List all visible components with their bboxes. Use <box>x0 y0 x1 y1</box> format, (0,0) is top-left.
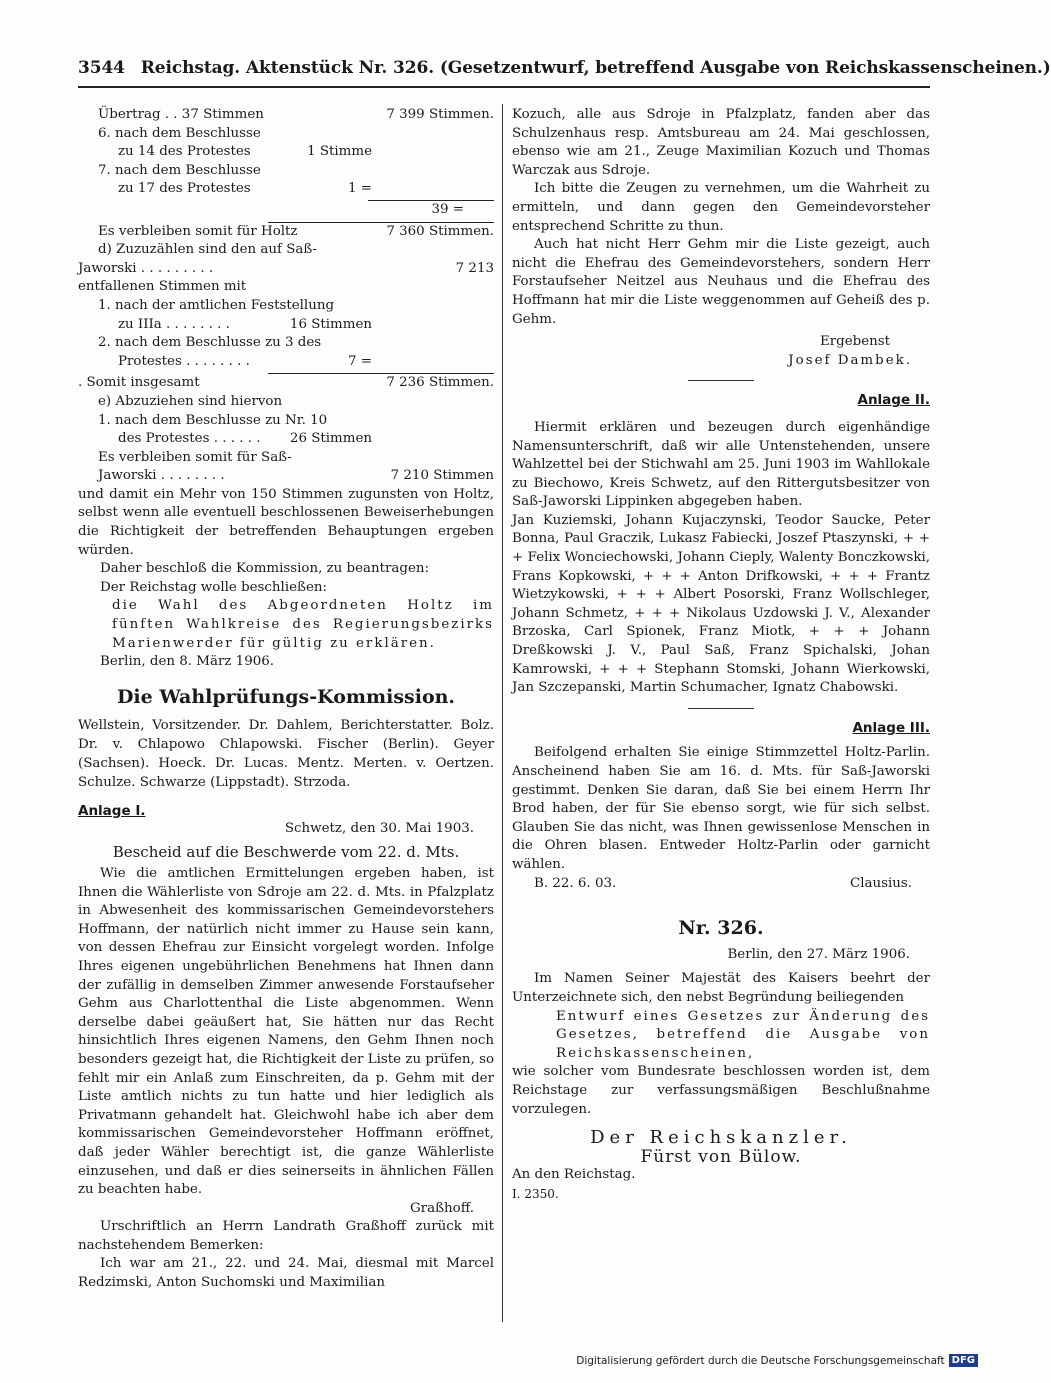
tally-value: 7 213 <box>455 260 494 276</box>
reference-number: I. 2350. <box>512 1186 559 1201</box>
ergebenst: Ergebenst <box>819 334 890 350</box>
continuation-text-1: Kozuch, alle aus Sdroje in Pfalzplatz, fanden aber das Schulzenhaus resp. Amtsbureau am 24. Mai geschlossen, ebenso wie am 21., Zeuge Maximilian Kozuch und Thomas Warczak aus Sdroje. <box>512 107 930 178</box>
tally-row <box>78 467 494 486</box>
separator <box>688 380 754 381</box>
anlage-1-place-date: Schwetz, den 30. Mai 1903. <box>284 821 474 837</box>
tally-row <box>78 412 494 431</box>
commission-members: Wellstein, Vorsitzender. Dr. Dahlem, Berichterstatter. Bolz. Dr. v. Chlapowo Chlapowski. Fischer (Berlin). Geyer (Sachsen). Hoeck. Dr. Lucas. Mentz. Merten. v. Oertzen. Schulze. Schwarze (Lippstadt). Strzoda. <box>78 717 494 790</box>
tally-row <box>78 430 494 449</box>
tally-label: 1. nach dem Beschlusse zu Nr. 10 <box>98 412 328 428</box>
wie-solcher-text: wie solcher vom Bundesrate beschlossen worden ist, dem Reichstage zur verfassungsmäßigen Beschlußnahme vorzulegen. <box>512 1064 930 1117</box>
tally-subvalue: 7 = <box>348 353 372 369</box>
vote-tally-1 <box>78 106 494 199</box>
tally-label: 1. nach der amtlichen Feststellung <box>98 297 335 313</box>
nr-326-heading: Nr. 326. <box>678 917 764 940</box>
right-column <box>512 106 930 1203</box>
signatory-names: Jan Kuziemski, Johann Kujaczynski, Teodor Saucke, Peter Bonna, Paul Graczik, Lukasz Fabiecki, Joszef Ptaszynski, + + + Felix Wonciechowski, Johann Cieply, Walenty Bonczkowski, Frans Kopkowski, + + + Anton Drifkowski, + + + Frantz Wietzykowski, + + + Albert Posorski, Franz Wollschleger, Johann Schmetz, + + + Nikolaus Uzdowski J. V., Alexander Brzoska, Carl Spionek, Franz Miotk, + + + Johann Dreßkowski J. V., Paul Saß, Franz Spichalski, Johan Kamrowski, + + + Stephann Stomski, Johann Wierkowski, Jan Szczepanski, Martin Schumacher, Ignatz Chabowski. <box>512 512 930 696</box>
date-line: Berlin, den 8. März 1906. <box>100 654 275 670</box>
anlage-3-text: Beifolgend erhalten Sie einige Stimmzettel Holtz-Parlin. Anscheinend haben Sie am 16. d. Mts. für Saß-Jaworski gestimmt. Denken Sie daran, daß Sie bei einem Herrn Ihr Brod haben, der für Sie ebenso sorgt, wie für sich selbst. Glauben Sie das nicht, was Ihnen gewissenlose Menschen in die Ohren blasen. Entweder Holtz-Parlin oder garnicht wählen. <box>512 745 930 872</box>
tally-label: Es verbleiben somit für Saß- <box>98 449 292 465</box>
tally-row <box>78 241 494 260</box>
tally-label: zu IIIa . . . . . . . . <box>118 316 230 332</box>
tally-label: entfallenen Stimmen mit <box>78 279 247 295</box>
continuation-text-2: Ich bitte die Zeugen zu vernehmen, um die Wahrheit zu ermitteln, und dann gegen den Gemeindevorsteher entsprechend Schritte zu thun. <box>512 181 930 234</box>
tally-label: Jaworski . . . . . . . . . <box>78 260 214 276</box>
tally-label: 6. nach dem Beschlusse <box>98 125 261 141</box>
berlin-date: Berlin, den 27. März 1906. <box>727 946 910 962</box>
tally-row <box>78 162 494 181</box>
tally-label: d) Zuzuzählen sind den auf Saß- <box>98 242 317 258</box>
anlage-3-heading-wrap <box>512 719 930 739</box>
tally-subvalue: 16 Stimmen <box>289 316 372 332</box>
tally-value: 7 399 Stimmen. <box>386 107 494 122</box>
page-header <box>78 58 1051 78</box>
tally-row <box>78 260 494 279</box>
tally-row <box>78 106 494 125</box>
tally-row <box>78 374 494 393</box>
tally-row <box>78 278 494 297</box>
header-rule <box>78 86 930 88</box>
clausius-signature: Clausius. <box>849 875 912 891</box>
tally-row <box>78 353 494 372</box>
tally-value: 7 210 Stimmen <box>390 468 494 484</box>
commission-title: Die Wahlprüfungs-Kommission. <box>116 685 456 708</box>
b-date: B. 22. 6. 03. <box>534 875 617 891</box>
daher-text: Daher beschloß die Kommission, zu beantragen: <box>100 561 430 577</box>
reichskanzler-title: Der Reichskanzler. <box>590 1127 852 1149</box>
conclusion-text: und damit ein Mehr von 150 Stimmen zugunsten von Holtz, selbst wenn alle eventuell beschlossenen Beweiserhebungen die Richtigkeit der betreffenden Behauptungen ergeben würden. <box>78 486 494 558</box>
anlage-2-heading-wrap <box>512 391 930 411</box>
separator <box>688 708 754 709</box>
tally-label: zu 14 des Protestes <box>118 144 251 160</box>
motion-text: die Wahl des Abgeordneten Holtz im fünften Wahlkreise des Regierungsbezirks Marienwerder für gültig zu erklären. <box>112 598 494 651</box>
entwurf-text: Entwurf eines Gesetzes zur Änderung des Gesetzes, betreffend die Ausgabe von Reichskassenscheinen, <box>556 1008 930 1061</box>
tally-label: . Somit insgesamt <box>78 375 200 391</box>
tally-row <box>78 125 494 144</box>
column-divider <box>502 104 503 1322</box>
vote-tally-2 <box>78 223 494 372</box>
tally-row <box>78 223 494 242</box>
tally-label: 2. nach dem Beschlusse zu 3 des <box>98 335 322 351</box>
tally-label: Jaworski . . . . . . . . <box>98 468 225 484</box>
anlage-3-footer <box>512 875 930 894</box>
vote-tally-3 <box>78 374 494 486</box>
tally-label: Es verbleiben somit für Holtz <box>98 223 298 239</box>
tally-row <box>78 143 494 162</box>
buelow-signature: Fürst von Bülow. <box>640 1146 802 1167</box>
tally-label: des Protestes . . . . . . <box>118 431 261 447</box>
tally-value: 7 236 Stimmen. <box>386 375 494 391</box>
tally-row <box>78 316 494 335</box>
im-namen-text: Im Namen Seiner Majestät des Kaisers beehrt der Unterzeichnete sich, den nebst Begründung beiliegenden <box>512 971 930 1005</box>
signature: Graßhoff. <box>409 1200 474 1216</box>
tally-row <box>78 334 494 353</box>
tally-subvalue: 26 Stimmen <box>289 431 372 447</box>
tally-row <box>78 180 494 199</box>
tally-label: 7. nach dem Beschlusse <box>98 162 261 178</box>
anlage-2-text: Hiermit erklären und bezeugen durch eigenhändige Namensunterschrift, daß wir alle Untenstehenden, unsere Wahlzettel bei der Stichwahl am 25. Juni 1903 im Wahllokale zu Biechowo, Kreis Schwetz, auf den Rittergutsbesitzer von Saß-Jaworski Lippinken abgegeben haben. <box>512 419 930 510</box>
tally-value: 7 360 Stimmen. <box>386 223 494 239</box>
urschrift-text: Urschriftlich an Herrn Landrath Graßhoff zurück mit nachstehendem Bemerken: <box>78 1219 494 1253</box>
tally-row <box>78 297 494 316</box>
tally-sum-row <box>78 201 494 220</box>
tally-row <box>78 449 494 468</box>
page-footer <box>576 1354 978 1367</box>
tally-label: Protestes . . . . . . . . <box>118 353 250 369</box>
anlage-3-heading: Anlage III. <box>852 719 930 736</box>
tally-label: e) Abzuziehen sind hiervon <box>98 393 283 409</box>
page-number: 3544 <box>78 58 125 78</box>
bescheid-text: Wie die amtlichen Ermittelungen ergeben haben, ist Ihnen die Wählerliste von Sdroje am 22. d. Mts. in Pfalzplatz in Abwesenheit des kommissarischen Gemeindevorstehers Hoffmann, der natürlich nicht immer zu Hause sein kann, von dessen Ehefrau zur Einsicht vorgelegt worden. Infolge Ihres eigenen ungebührlichen Benehmens hat Ihnen dann der zufällig in demselben Zimmer anwesende Forstaufseher Gehm aus Charlottenthal die Liste abgenommen. Wenn derselbe dabei geäußert hat, Sie hätten nur das Recht hinsichtlich Ihres eigenen Namens, den Gehm Ihnen noch besonders gezeigt hat, die Richtigkeit der Liste zu prüfen, so fehlt mir ein Anlaß zum Einschreiten, da p. Gehm mit der Liste amtlich nichts zu tun hatte und hier lediglich als Privatmann gehandelt hat. Gleichwohl habe ich aber dem kommissarischen Gemeindevorsteher Hoffmann eröffnet, daß jeder Wähler berechtigt ist, die ganze Wählerliste einzusehen, und daß er dies seinerseits in ähnlichen Fällen zu beachten habe. <box>78 866 494 1198</box>
an-den-reichstag: An den Reichstag. <box>512 1167 636 1183</box>
header-title: Reichstag. Aktenstück Nr. 326. (Gesetzentwurf, betreffend Ausgabe von Reichskassenscheinen.) <box>140 58 1051 78</box>
reichstag-text: Der Reichstag wolle beschließen: <box>100 579 328 595</box>
ich-war-text: Ich war am 21., 22. und 24. Mai, diesmal mit Marcel Redzimski, Anton Suchomski und Maximilian <box>78 1256 494 1291</box>
dfg-logo: DFG <box>949 1354 978 1367</box>
tally-label: zu 17 des Protestes <box>118 181 251 197</box>
tally-row <box>78 393 494 412</box>
funding-note: Digitalisierung gefördert durch die Deutsche Forschungsgemeinschaft <box>576 1354 945 1367</box>
tally-sum: 39 = <box>431 201 464 217</box>
bescheid-title: Bescheid auf die Beschwerde vom 22. d. Mts. <box>112 843 460 861</box>
anlage-2-heading: Anlage II. <box>857 392 930 409</box>
tally-subvalue: 1 Stimme <box>307 144 372 160</box>
anlage-1-heading: Anlage I. <box>78 802 146 819</box>
continuation-text-3: Auch hat nicht Herr Gehm mir die Liste gezeigt, auch nicht die Ehefrau des Gemeindevorstehers, sondern Herr Forstaufseher Neitzel aus Neuhaus und die Ehefrau des Hoffmann hat mir die Liste weggenommen auf Geheiß des p. Gehm. <box>512 237 930 327</box>
left-column <box>78 106 494 1293</box>
dambek-signature: Josef Dambek. <box>788 352 912 368</box>
tally-subvalue: 1 = <box>348 181 372 197</box>
tally-label: Übertrag . . 37 Stimmen <box>98 107 264 122</box>
